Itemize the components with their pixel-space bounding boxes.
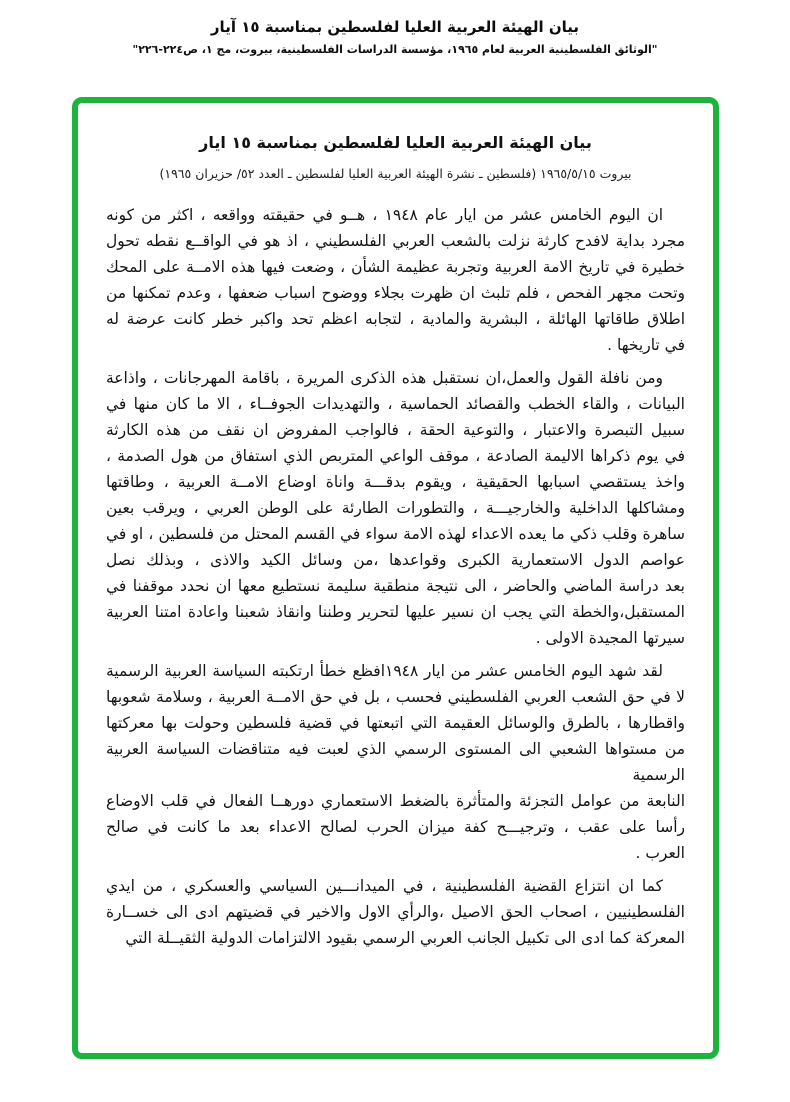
text-line: العرب . bbox=[635, 844, 685, 862]
document-frame bbox=[72, 97, 719, 1059]
text-line: خطيرة في تاريخ الامة العربية وتجربة عظيمة الشأن ، وضعت فيها هذه الامــة على المحك bbox=[106, 258, 685, 276]
text-line: عواصم الدول الاستعمارية الكبرى وقواعدها ،من وسائل الكيد والاذى ، وبذلك نصل bbox=[106, 551, 685, 569]
text-line: واخذ يستقصي اسبابها الحقيقية ، ويقوم بدقـــة واناة اوضاع الامــة العربية ، وطاقتها bbox=[106, 473, 685, 491]
text-line: في يوم ذكراها الاليمة الصادعة ، موقف الواعي المتربص الذي استفاق من هول الصدمة ، bbox=[106, 447, 685, 465]
paragraph bbox=[106, 658, 685, 866]
scanned-page bbox=[78, 103, 713, 951]
text-line: ومن نافلة القول والعمل،ان نستقبل هذه الذكرى المريرة ، باقامة المهرجانات ، واذاعة bbox=[106, 369, 663, 387]
text-line: وتحت مجهر الفحص ، فلم تلبث ان ظهرت بجلاء ووضوح اسباب ضعفها ، وعدم تمكنها من bbox=[106, 284, 685, 302]
text-line: اطلاق طاقاتها الهائلة ، البشرية والمادية ، لتجابه اعظم تحد واكبر خطر كانت عرضة له bbox=[106, 310, 685, 328]
text-line: البيانات ، والقاء الخطب والقصائد الحماسية ، والتهديدات الجوفــاء ، الا ما كان منها في bbox=[106, 395, 685, 413]
text-line: كما ان انتزاع القضية الفلسطينية ، في الميدانـــين السياسي والعسكري ، من ايدي bbox=[106, 877, 663, 895]
paragraph bbox=[106, 365, 685, 651]
source-citation: "الوثائق الفلسطينية العربية لعام ١٩٦٥، مؤسسة الدراسات الفلسطينية، بيروت، مج ١، ص٢٢٤-٢٢٦" bbox=[132, 43, 658, 56]
text-line: في تاريخها . bbox=[607, 336, 685, 354]
text-line: واقطارها ، بالطرق والوسائل العقيمة التي اتبعتها في قضية فلسطين وحولت بها معركتها bbox=[106, 714, 685, 732]
text-line: سبيل التبصرة والاعتبار ، والتوعية الحقة ، فالواجب المفروض ان نقف من هذه الكارثة bbox=[106, 421, 685, 439]
text-line: رأسا على عقب ، وترجيـــح كفة ميزان الحرب لصالح الاعداء بعد ما كانت في صالح bbox=[106, 818, 685, 836]
document-dateline: بيروت ١٩٦٥/٥/١٥ (فلسطين ـ نشرة الهيئة العربية العليا لفلسطين ـ العدد ٥٢/ حزيران ١٩٦٥) bbox=[159, 166, 632, 181]
text-line: سيرتها المجيدة الاولى . bbox=[535, 629, 685, 647]
text-line: لقد شهد اليوم الخامس عشر من ايار ١٩٤٨افظع خطأ ارتكبته السياسة العربية الرسمية bbox=[106, 662, 663, 680]
page-title: بيان الهيئة العربية العليا لفلسطين بمناسبة ١٥ آيار bbox=[210, 18, 580, 36]
text-line: ان اليوم الخامس عشر من ايار عام ١٩٤٨ ، هــو في حقيقته وواقعه ، اكثر من كونه bbox=[106, 206, 664, 224]
text-line: المستقبل،والخطة التي يجب ان نسير عليها لتحرير وطننا وانقاذ شعبنا واعادة امتنا العربية bbox=[106, 603, 685, 621]
text-line: ومشاكلها الداخلية والخارجيـــة ، والتطورات الطارئة على الوطن العربي ، ويرقب بعين bbox=[106, 499, 685, 517]
text-line: المعركة كما ادى الى تكبيل الجانب العربي الرسمي بقيود الالتزامات الدولية الثقيــلة التي bbox=[125, 929, 685, 947]
text-line: لا في حق الشعب العربي الفلسطيني فحسب ، بل في حق الامــة العربية ، وسلامة شعوبها bbox=[106, 688, 685, 706]
text-line: بعد دراسة الماضي والحاضر ، الى نتيجة منطقية سليمة نستطيع معها ان نحدد موقفنا في bbox=[106, 577, 685, 595]
text-line: النابعة من عوامل التجزئة والمتأثرة بالضغط الاستعماري دورهــا الفعال في قلب الاوضاع bbox=[106, 792, 685, 810]
text-line: مجرد بداية لافدح كارثة نزلت بالشعب العربي الفلسطيني ، اذ هو في الواقــع نقطه تحول bbox=[106, 232, 685, 250]
paragraph bbox=[106, 873, 685, 951]
text-line: من مستواها الشعبي الى المستوى الرسمي الذي لعبت فيه متناقضات السياسة العربية الرسمية bbox=[106, 740, 685, 784]
paragraph bbox=[106, 202, 685, 358]
text-line: ساهرة وقلب ذكي ما يعده الاعداء لهذه الامة سواء في القسم المحتل من فلسطين ، او في bbox=[106, 525, 685, 543]
page-header bbox=[0, 0, 790, 56]
document-title: بيان الهيئة العربية العليا لفلسطين بمناسبة ١٥ ايار bbox=[199, 133, 592, 152]
document-body bbox=[106, 202, 685, 951]
text-line: الفلسطينيين ، اصحاب الحق الاصيل ،والرأي الاول والاخير في قضيتهم ادى الى خســارة bbox=[106, 903, 685, 921]
